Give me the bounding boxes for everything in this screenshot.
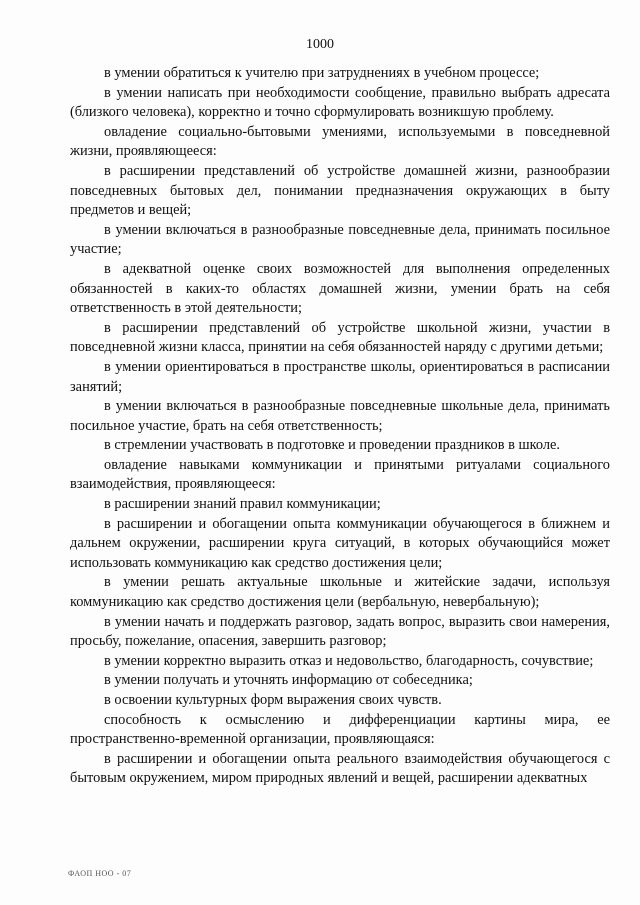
paragraph: способность к осмыслению и дифференциации картины мира, ее пространственно-временной организации, проявляющаяся: — [70, 711, 610, 748]
paragraph: в расширении и обогащении опыта коммуникации обучающегося в ближнем и дальнем окружении, расширении круга ситуаций, в которых обучающийся может использовать коммуникацию как средство достижения цели; — [70, 515, 610, 571]
paragraph: в умении включаться в разнообразные повседневные школьные дела, принимать посильное участие, брать на себя ответственность; — [70, 398, 610, 434]
paragraph: овладение социально-бытовыми умениями, используемыми в повседневной жизни, проявляющееся: — [70, 123, 610, 160]
document-body — [70, 64, 610, 789]
paragraph: в расширении и обогащении опыта реального взаимодействия обучающегося с бытовым окружением, миром природных явлений и вещей, расширении адекватных — [70, 750, 610, 787]
paragraph: в умении ориентироваться в пространстве школы, ориентироваться в расписании занятий; — [70, 358, 610, 395]
paragraph: в расширении знаний правил коммуникации; — [104, 496, 381, 513]
paragraph: в расширении представлений об устройстве школьной жизни, участии в повседневной жизни класса, принятии на себя обязанностей наряду с другими детьми; — [70, 319, 610, 356]
paragraph: в умении написать при необходимости сообщение, правильно выбрать адресата (близкого человека), корректно и точно сформулировать возникшую проблему. — [70, 84, 610, 121]
paragraph: в умении включаться в разнообразные повседневные дела, принимать посильное участие; — [70, 221, 610, 258]
paragraph: в умении обратиться к учителю при затруднениях в учебном процессе; — [104, 65, 540, 81]
paragraph: в адекватной оценке своих возможностей для выполнения определенных обязанностей в каких-то областях домашней жизни, умении брать на себя ответственность в этой деятельности; — [70, 260, 610, 317]
paragraph: в умении получать и уточнять информацию от собеседника; — [104, 672, 473, 689]
paragraph: в умении решать актуальные школьные и житейские задачи, используя коммуникацию как средство достижения цели (вербальную, невербальную); — [70, 574, 610, 611]
paragraph: в стремлении участвовать в подготовке и проведении праздников в школе. — [104, 437, 561, 454]
paragraph: овладение навыками коммуникации и принятыми ритуалами социального взаимодействия, проявляющееся: — [70, 456, 610, 493]
paragraph: в умении начать и поддержать разговор, задать вопрос, выразить свои намерения, просьбу, пожелание, опасения, завершить разговор; — [70, 613, 610, 650]
footer-code: ФАОП НОО - 07 — [68, 869, 132, 878]
paragraph: в умении корректно выразить отказ и недовольство, благодарность, сочувствие; — [104, 652, 594, 669]
paragraph: в освоении культурных форм выражения своих чувств. — [104, 692, 442, 708]
page-number: 1000 — [306, 37, 334, 52]
paragraph: в расширении представлений об устройстве домашней жизни, разнообразии повседневных бытовых дел, понимании предназначения окружающих в быту предметов и вещей; — [70, 162, 610, 219]
